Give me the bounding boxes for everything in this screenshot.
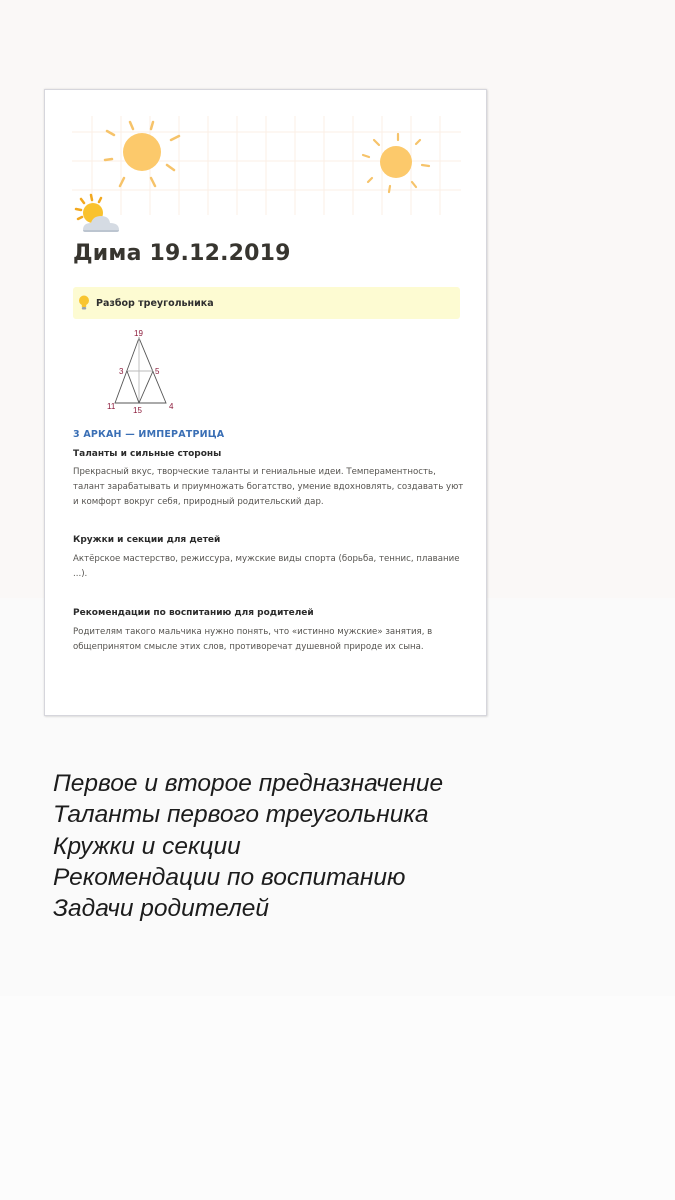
triangle-bottom-center-value: 15 [133,406,142,415]
background-bottom [0,996,675,1200]
agenda-item: Первое и второе предназначение [53,770,444,797]
section-title: Кружки и секции для детей [73,535,221,545]
agenda-list [53,768,443,924]
agenda-item: Кружки и секции [53,832,241,860]
triangle-left-value: 3 [119,367,124,376]
arcana-heading: 3 АРКАН — ИМПЕРАТРИЦА [73,429,225,440]
sun-icon [363,134,429,192]
triangle-apex-value: 19 [134,329,143,338]
section-text: Актёрское мастерство, режиссура, мужские виды спорта (борьба, теннис, плавание ...). [73,554,460,579]
agenda-item: Рекомендации по воспитанию [53,863,406,891]
agenda-item: Таланты первого треугольника [53,801,429,829]
callout-block [73,287,460,319]
callout-label: Разбор треугольника [96,297,214,309]
sun-banner-cover [72,116,461,215]
section-text: Родителям такого мальчика нужно понять, что «истинно мужские» занятия, в общепринятом смысле этих слов, противоречат душевной природе их сына. [73,627,433,652]
triangle-diagram [103,329,183,419]
section-title: Рекомендации по воспитанию для родителей [73,608,314,618]
section-text: Прекрасный вкус, творческие таланты и гениальные идеи. Темпераментность, талант зарабатывать и приумножать богатство, умение вдохновлять, создавать уют и комфорт вокруг себя, природный родительский дар. [73,467,464,507]
document-preview-card [44,89,487,716]
lightbulb-icon [78,295,90,311]
page-title: Дима 19.12.2019 [73,241,291,266]
sun-behind-cloud-icon [73,192,125,234]
triangle-right-value: 5 [155,367,160,376]
triangle-bottom-left-value: 11 [107,402,116,411]
section-title: Таланты и сильные стороны [73,449,222,459]
agenda-item: Задачи родителей [53,895,270,923]
triangle-bottom-right-value: 4 [169,402,174,411]
